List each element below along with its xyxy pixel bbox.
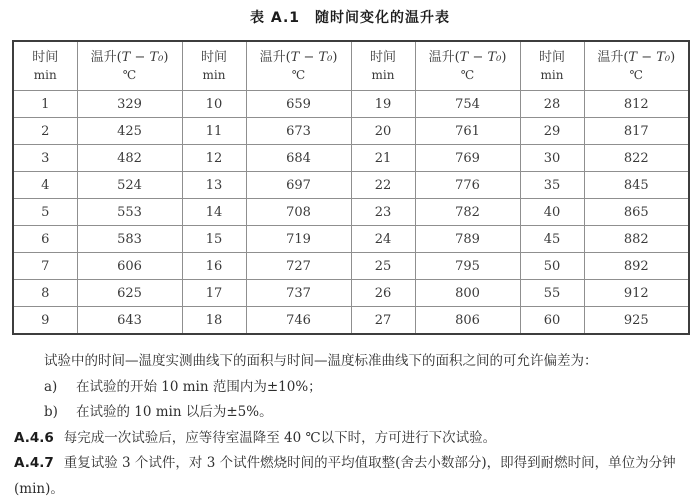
temp-cell: 625: [77, 280, 182, 307]
temp-cell: 659: [246, 91, 351, 118]
temp-unit: ℃: [629, 68, 643, 82]
time-cell: 6: [13, 226, 77, 253]
header-temp: [584, 41, 689, 91]
temp-cell: 727: [246, 253, 351, 280]
temp-label: 温升(T − T₀): [259, 50, 338, 65]
time-cell: 50: [520, 253, 584, 280]
time-cell: 12: [182, 145, 246, 172]
time-label: 时间: [369, 50, 396, 65]
time-cell: 2: [13, 118, 77, 145]
temp-unit: ℃: [122, 68, 137, 82]
temp-cell: 782: [415, 199, 520, 226]
item-b-text: 在试验的 10 min 以后为±5%。: [76, 404, 273, 420]
time-cell: 16: [182, 253, 246, 280]
table-row: [13, 145, 689, 172]
temp-cell: 800: [415, 280, 520, 307]
header-time: [520, 41, 584, 91]
table-row: [13, 226, 689, 253]
time-label: 时间: [200, 50, 227, 65]
temp-cell: 806: [415, 307, 520, 335]
temp-cell: 845: [584, 172, 689, 199]
time-cell: 40: [520, 199, 584, 226]
header-temp: [415, 41, 520, 91]
time-cell: 13: [182, 172, 246, 199]
time-cell: 60: [520, 307, 584, 335]
temp-cell: 708: [246, 199, 351, 226]
temp-label: 温升(T − T₀): [428, 50, 507, 65]
time-cell: 19: [351, 91, 415, 118]
time-cell: 7: [13, 253, 77, 280]
table-row: [13, 118, 689, 145]
temp-cell: 892: [584, 253, 689, 280]
temp-cell: 737: [246, 280, 351, 307]
temp-cell: 817: [584, 118, 689, 145]
table-header: [13, 41, 689, 91]
tolerance-intro: 试验中的时间—温度实测曲线下的面积与时间—温度标准曲线下的面积之间的可允许偏差为：: [44, 353, 598, 369]
temp-cell: 865: [584, 199, 689, 226]
time-cell: 30: [520, 145, 584, 172]
time-label: 时间: [538, 50, 565, 65]
clause-a46-label: A.4.6: [14, 429, 54, 446]
table-row: [13, 91, 689, 118]
temp-cell: 776: [415, 172, 520, 199]
time-cell: 27: [351, 307, 415, 335]
time-cell: 25: [351, 253, 415, 280]
item-b-label: b): [44, 404, 58, 420]
temp-cell: 524: [77, 172, 182, 199]
temp-cell: 822: [584, 145, 689, 172]
clause-a47-text: 重复试验 3 个试件，对 3 个试件燃烧时间的平均值取整(舍去小数部分)，即得到耐燃时间，单位为分钟(min)。: [14, 455, 676, 497]
clause-a46-text: 每完成一次试验后，应等待室温降至 40 ℃以下时，方可进行下次试验。: [63, 429, 497, 446]
notes-section: [14, 349, 686, 502]
time-cell: 3: [13, 145, 77, 172]
temp-cell: 583: [77, 226, 182, 253]
temp-cell: 812: [584, 91, 689, 118]
temp-cell: 606: [77, 253, 182, 280]
table-row: [13, 199, 689, 226]
tolerance-item-b: [14, 400, 686, 426]
temp-cell: 795: [415, 253, 520, 280]
table-row: [13, 253, 689, 280]
time-unit: min: [202, 68, 226, 82]
time-cell: 5: [13, 199, 77, 226]
time-cell: 22: [351, 172, 415, 199]
item-a-text: 在试验的开始 10 min 范围内为±10%；: [76, 378, 322, 395]
temp-cell: 553: [77, 199, 182, 226]
temp-cell: 719: [246, 226, 351, 253]
time-cell: 8: [13, 280, 77, 307]
time-cell: 21: [351, 145, 415, 172]
time-cell: 9: [13, 307, 77, 335]
temp-label: 温升(T − T₀): [597, 50, 676, 65]
time-unit: min: [540, 68, 564, 82]
time-label: 时间: [32, 50, 59, 65]
time-cell: 55: [520, 280, 584, 307]
item-a-label: a): [44, 378, 58, 395]
clause-a46: [14, 426, 686, 452]
temp-cell: 425: [77, 118, 182, 145]
time-cell: 10: [182, 91, 246, 118]
temp-unit: ℃: [291, 68, 306, 82]
time-cell: 1: [13, 91, 77, 118]
temperature-rise-table: [12, 40, 690, 335]
time-cell: 26: [351, 280, 415, 307]
temp-cell: 925: [584, 307, 689, 335]
header-row: [13, 41, 689, 91]
time-cell: 18: [182, 307, 246, 335]
time-cell: 23: [351, 199, 415, 226]
table-body: [13, 91, 689, 335]
header-temp: [246, 41, 351, 91]
header-time: [351, 41, 415, 91]
temp-cell: 754: [415, 91, 520, 118]
time-cell: 45: [520, 226, 584, 253]
temp-label: 温升(T − T₀): [90, 50, 169, 65]
temp-cell: 643: [77, 307, 182, 335]
table-row: [13, 280, 689, 307]
time-cell: 17: [182, 280, 246, 307]
temp-unit: ℃: [460, 68, 475, 82]
temp-cell: 746: [246, 307, 351, 335]
temp-cell: 789: [415, 226, 520, 253]
clause-a47: [14, 451, 686, 502]
temp-cell: 673: [246, 118, 351, 145]
tolerance-item-a: [14, 375, 686, 401]
time-cell: 4: [13, 172, 77, 199]
time-unit: min: [33, 68, 57, 82]
table-row: [13, 307, 689, 335]
time-cell: 14: [182, 199, 246, 226]
time-unit: min: [371, 68, 395, 82]
time-cell: 11: [182, 118, 246, 145]
temp-cell: 684: [246, 145, 351, 172]
time-cell: 15: [182, 226, 246, 253]
header-temp: [77, 41, 182, 91]
time-cell: 28: [520, 91, 584, 118]
time-cell: 20: [351, 118, 415, 145]
temp-cell: 769: [415, 145, 520, 172]
page-title: 表 A.1 随时间变化的温升表: [249, 10, 451, 26]
temp-cell: 329: [77, 91, 182, 118]
temp-cell: 697: [246, 172, 351, 199]
temp-cell: 882: [584, 226, 689, 253]
table-row: [13, 172, 689, 199]
time-cell: 29: [520, 118, 584, 145]
header-time: [182, 41, 246, 91]
temp-cell: 482: [77, 145, 182, 172]
time-cell: 35: [520, 172, 584, 199]
time-cell: 24: [351, 226, 415, 253]
temp-cell: 761: [415, 118, 520, 145]
clause-a47-label: A.4.7: [14, 455, 54, 471]
header-time: [13, 41, 77, 91]
temp-cell: 912: [584, 280, 689, 307]
